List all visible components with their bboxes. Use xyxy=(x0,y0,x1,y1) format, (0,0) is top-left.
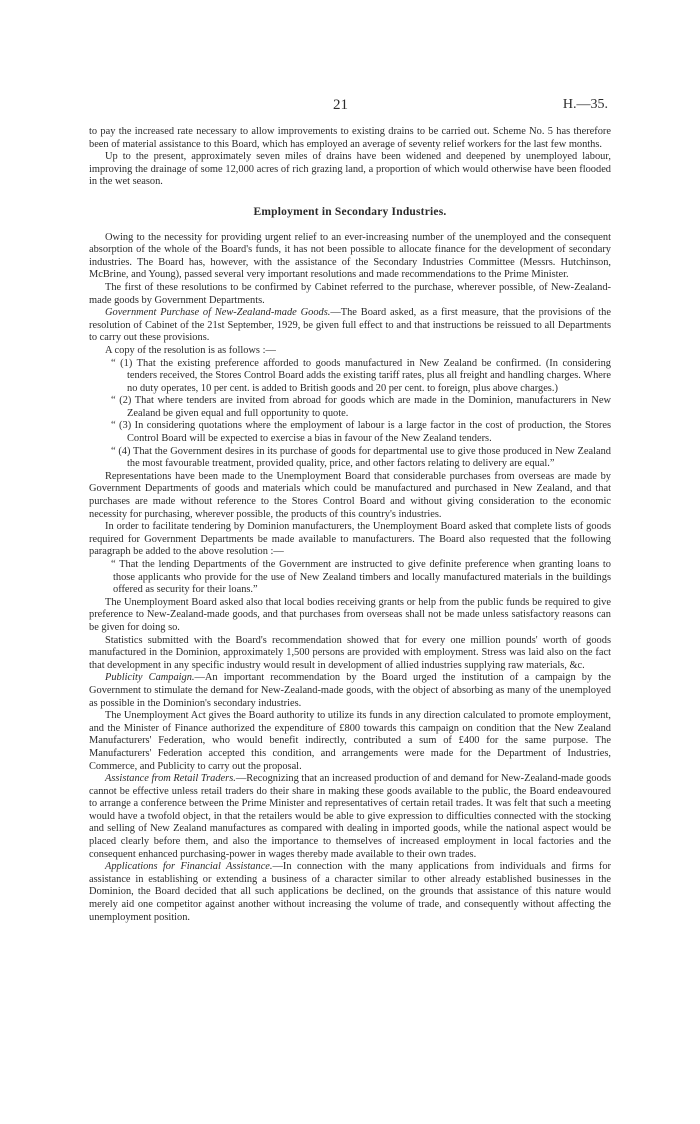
paragraph: The Unemployment Board asked also that local bodies receiving grants or help from the public funds be required to give preference to New-Zealand-made goods, and that purchases from overseas shall not be made unless satisfactory reasons can be given for doing so. xyxy=(89,596,611,633)
paragraph xyxy=(89,773,611,861)
paragraph: In order to facilitate tendering by Dominion manufacturers, the Unemployment Board asked that complete lists of goods required for Government Departments be made available to manufacturers. The Board also requested that the following paragraph be added to the above resolution :— xyxy=(89,521,611,558)
subheading: Assistance from Retail Traders. xyxy=(105,773,236,785)
subheading: Publicity Campaign. xyxy=(105,672,195,684)
paragraph: The first of these resolutions to be confirmed by Cabinet referred to the purchase, wherever possible, of New-Zealand-made goods by Government Departments. xyxy=(89,281,611,306)
paragraph xyxy=(89,672,611,710)
subheading: Applications for Financial Assistance. xyxy=(105,861,273,873)
body-text xyxy=(89,126,611,924)
paragraph-text: —The Board asked, as a first measure, that the provisions of the resolution of Cabinet of the 21st September, 1929, be given full effect to and that instructions be reissued to all Departments to carry out these provisions. xyxy=(89,307,611,344)
paragraph-text: —An important recommendation by the Board urged the institution of a campaign by the Government to stimulate the demand for New-Zealand-made goods, with the object of absorbing as many of the unemployed as possible in the Dominion's secondary industries. xyxy=(89,672,611,709)
paragraph: to pay the increased rate necessary to allow improvements to existing drains to be carried out. Scheme No. 5 has therefore been of material assistance to this Board, which has employed an average of seventy relief workers for the last few months. xyxy=(89,126,611,150)
document-reference: H.—35. xyxy=(562,97,608,112)
paragraph-text: —In connection with the many applications from individuals and firms for assistance in establishing or extending a business of a character similar to other already established businesses in the Dominion, the Board decided that all such applications be declined, on the grounds that assistance of this nature would merely aid one competitor against another without increasing the volume of trade, and consequently without affecting the unemployment position. xyxy=(89,861,612,923)
paragraph-text: —Recognizing that an increased production of and demand for New-Zealand-made goods cannot be effective unless retail traders do their share in making these goods available to the public, the Board endeavoured to arrange a conference between the Prime Minister and representatives of certain retail trades. It was felt that such a meeting would have a twofold object, in that the retailers would be able to give expression to difficulties connected with the stocking and selling of New Zealand manufactures as compared with dealing in imported goods, while the national aspect would be placed clearly before them, and also the importance to themselves of increased employment in local factories and the consequent enhanced purchasing-power in wages thereby made available to their own trades. xyxy=(89,773,612,860)
page-number: 21 xyxy=(333,97,348,113)
resolution-clause: “ (4) That the Government desires in its purchase of goods for departmental use to give those produced in New Zealand the most favourable treatment, provided quality, price, and other factors relating to delivery are equal.” xyxy=(111,445,611,470)
paragraph xyxy=(89,307,611,345)
resolution-clause: “ (2) That where tenders are invited from abroad for goods which are made in the Dominion, manufacturers in New Zealand be given equal and full opportunity to quote. xyxy=(111,395,611,419)
paragraph: Statistics submitted with the Board's recommendation showed that for every one million pounds' worth of goods manufactured in the Dominion, approximately 1,500 persons are provided with employment. Stress was laid also on the fact that development in any specific industry would result in development of allied industries supplying raw materials, &c. xyxy=(89,634,611,671)
paragraph: A copy of the resolution is as follows :— xyxy=(105,344,276,356)
paragraph: Representations have been made to the Unemployment Board that considerable purchases from overseas are made by Government Departments of goods and materials which could be manufactured and purchased in New Zealand, and that purchases are made without reference to the Stores Control Board and without giving consideration to the economic necessity for purchasing, wherever possible, the products of this country's industries. xyxy=(89,470,611,520)
resolution-clause: “ (3) In considering quotations where the employment of labour is a large factor in the cost of production, the Stores Control Board will be expected to exercise a bias in favour of the New Zealand tenders. xyxy=(111,420,611,445)
section-heading: Employment in Secondary Industries. xyxy=(253,205,447,218)
paragraph: Up to the present, approximately seven miles of drains have been widened and deepened by unemployed labour, improving the drainage of some 12,000 acres of rich grazing land, a proportion of which would otherwise have been flooded in the wet season. xyxy=(89,151,611,188)
resolution-paragraph: “ That the lending Departments of the Government are instructed to give definite preference when granting loans to those applicants who provide for the use of New Zealand timbers and locally manufactured materials in the buildings offered as security for their loans.” xyxy=(111,559,611,596)
resolution-clause: “ (1) That the existing preference afforded to goods manufactured in New Zealand be confirmed. (In considering tenders received, the Stores Control Board adds the existing tariff rates, plus all freight and handling charges. Where no duty operates, 10 per cent. is added to British goods and 20 per cent. to foreign, plus above charges.) xyxy=(111,357,611,394)
paragraph xyxy=(89,861,611,924)
subheading: Government Purchase of New-Zealand-made Goods. xyxy=(105,307,331,319)
paragraph: Owing to the necessity for providing urgent relief to an ever-increasing number of the unemployed and the consequent absorption of the whole of the Board's funds, it has not been possible to allocate finance for the development of secondary industries. The Board has, however, with the assistance of the Secondary Industries Committee (Messrs. Hutchinson, McBrine, and Young), passed several very important resolutions and made recommendations to the Prime Minister. xyxy=(89,231,611,281)
paragraph: The Unemployment Act gives the Board authority to utilize its funds in any direction calculated to promote employment, and the Minister of Finance authorized the expenditure of £800 towards this campaign on condition that the New Zealand Manufacturers' Federation, who would benefit indirectly, contributed a sum of £400 for the same purpose. The Manufacturers' Federation accepted this condition, and arrangements were made for the Department of Industries, Commerce, and Publicity to carry out the proposal. xyxy=(89,710,611,772)
page-header xyxy=(0,97,700,117)
